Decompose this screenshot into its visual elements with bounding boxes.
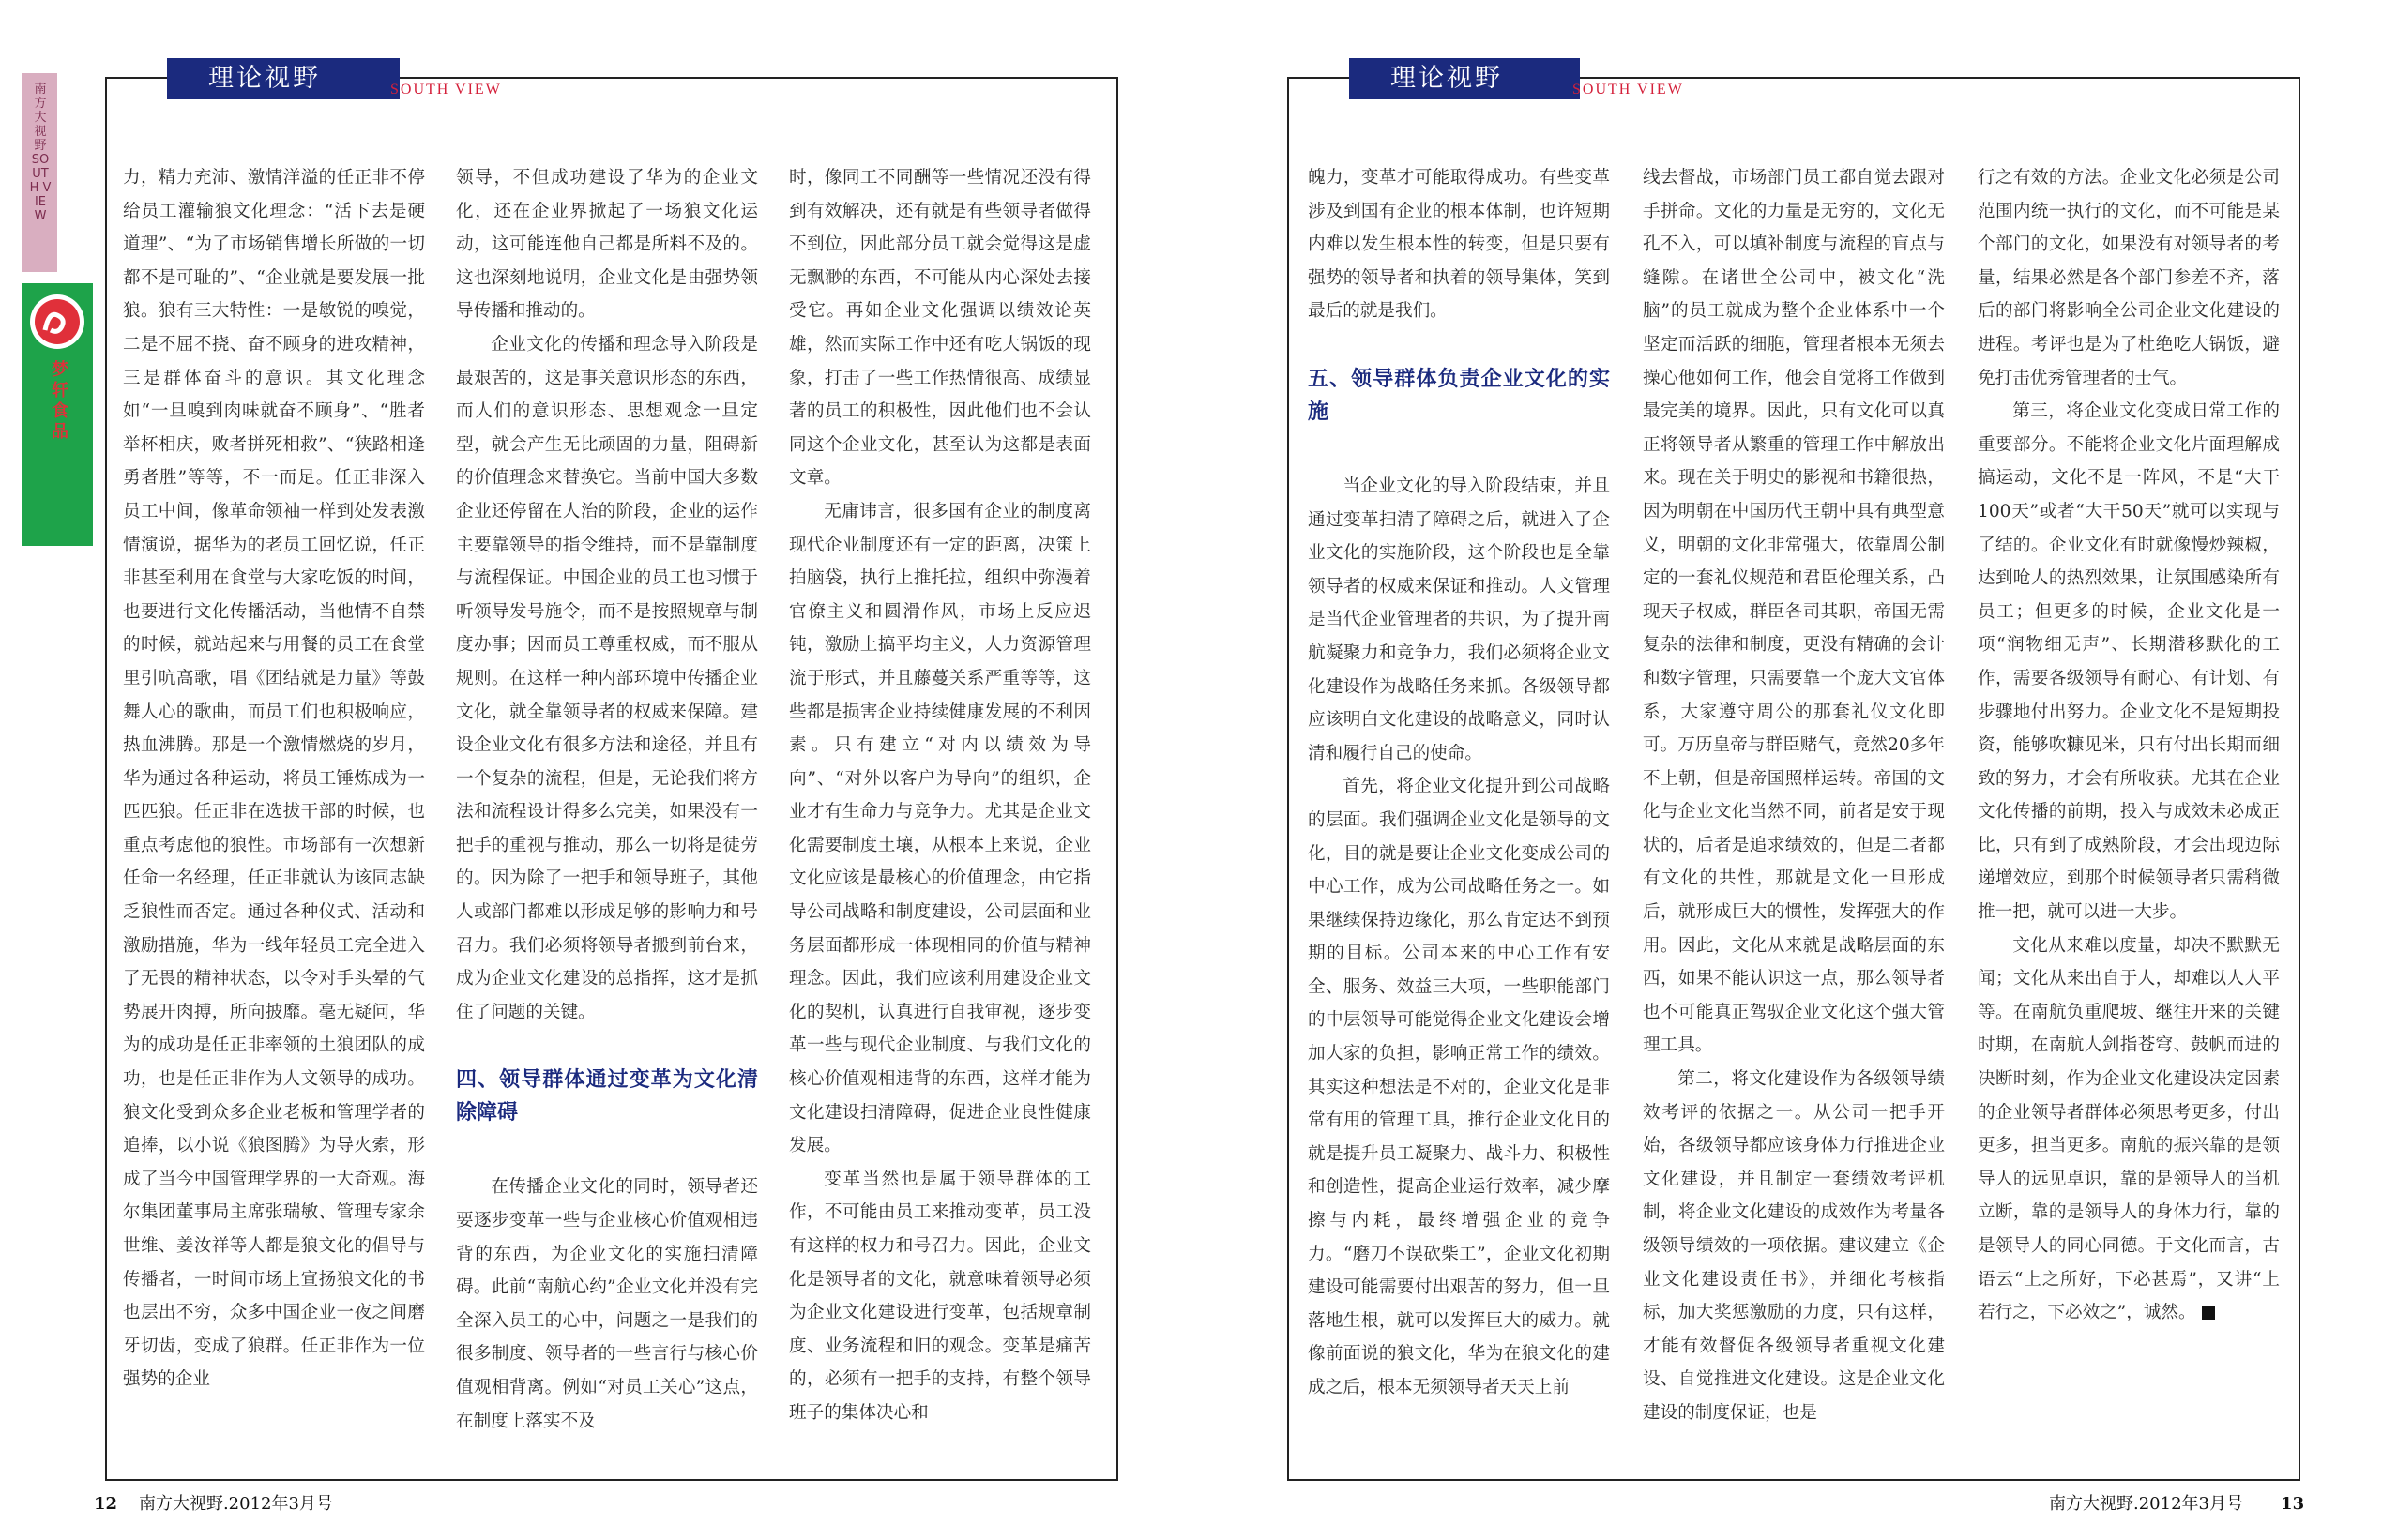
footer-issue-left: .2012年3月号 [222, 1494, 333, 1514]
paragraph: 无庸讳言，很多国有企业的制度离现代企业制度还有一定的距离，决策上拍脑袋，执行上推托拉，组织中弥漫着官僚主义和圆滑作风，市场上反应迟钝，激励上搞平均主义，人力资源管理流于形式，并且藤蔓关系严重等等，这些都是损害企业持续健康发展的不利因素。只有建立“对内以绩效为导向”、“对外以客户为导向”的组织，企业才有生命力与竞争力。尤其是企业文化需要制度土壤，从根本上来说，企业文化应该是最核心的价值理念，由它指导公司战略和制度建设，公司层面和业务层面都形成一体现相同的价值与精神理念。因此，我们应该利用建设企业文化的契机，认真进行自我审视，逐步变革一些与现代企业制度、与我们文化的核心价值观相违背的东西，这样才能为文化建设扫清障碍，促进企业良性健康发展。 [789, 501, 1091, 1156]
paragraph: 在传播企业文化的同时，领导者还要逐步变革一些与企业核心价值观相违背的东西，为企业文化的实施扫清障碍。此前“南航心约”企业文化并没有完全深入员工的心中，问题之一是我们的很多制度、领导者的一些言行与核心价值观相背离。例如“对员工关心”这点，在制度上落实不及 [456, 1177, 758, 1431]
section-subtitle-left: SOUTH VIEW [390, 82, 502, 98]
paragraph-text: 文化从来难以度量，却决不默默无闻；文化从来出自于人，却难以人人平等。在南航负重爬坡、继往开来的关键时期，在南航人剑指苍穹、鼓帆而进的决断时刻，作为企业文化建设决定因素的企业领导者群体必须思考更多，付出更多，担当更多。南航的振兴靠的是领导人的远见卓识，靠的是领导人的当机立断，靠的是领导人的身体力行，靠的是领导人的同心同德。于文化而言，古语云“上之所好，下必甚焉”，又讲“上若行之，下必效之”，诚然。 [1978, 935, 2280, 1323]
right-page-column-3 [1978, 161, 2280, 1330]
footer-issue-right: .2012年3月号 [2133, 1494, 2243, 1514]
paragraph: 当企业文化的导入阶段结束，并且通过变革扫清了障碍之后，就进入了企业文化的实施阶段，这个阶段也是全靠领导者的权威来保证和推动。人文管理是当代企业管理者的共识，为了提升南航凝聚力和竞争力，我们必须将企业文化建设作为战略任务来抓。各级领导都应该明白文化建设的战略意义，同时认清和履行自己的使命。 [1308, 476, 1610, 763]
paragraph: 第二，将文化建设作为各级领导绩效考评的依据之一。从公司一把手开始，各级领导都应该身体力行推进企业文化建设，并且制定一套绩效考评机制，将企业文化建设的成效作为考量各级领导绩效的一项依据。建议建立《企业文化建设责任书》，并细化考核指标，加大奖惩激励的力度，只有这样，才能有效督促各级领导者重视文化建设、自觉推进文化建设。这是企业文化建设的制度保证，也是 [1643, 1069, 1945, 1423]
footer-magazine-name-left: 南方大视野 [138, 1494, 223, 1514]
paragraph-final [1978, 929, 2280, 1330]
section-heading-5: 五、领导群体负责企业文化的实施 [1308, 367, 1610, 424]
paragraph: 企业文化的传播和理念导入阶段是最艰苦的，这是事关意识形态的东西，而人们的意识形态、思想观念一旦定型，就会产生无比顽固的力量，阻碍新的价值理念来替换它。当前中国大多数企业还停留在人治的阶段，企业的运作主要靠领导的指令维持，而不是靠制度与流程保证。中国企业的员工也习惯于听领导发号施令，而不是按照规章与制度办事；因而员工尊重权威，而不服从规则。在这样一种内部环境中传播企业文化，就全靠领导者的权威来保障。建设企业文化有很多方法和途径，并且有一个复杂的流程，但是，无论我们将方法和流程设计得多么完美，如果没有一把手的重视与推动，那么一切将是徒劳的。因为除了一把手和领导班子，其他人或部门都难以形成足够的影响力和号召力。我们必须将领导者搬到前台来，成为企业文化建设的总指挥，这才是抓住了问题的关键。 [456, 334, 758, 1022]
right-page-column-1 [1308, 161, 1610, 1405]
paragraph: 首先，将企业文化提升到公司战略的层面。我们强调企业文化是领导的文化，目的就是要让企业文化变成公司的中心工作，成为公司战略任务之一。如果继续保持边缘化，那么肯定达不到预期的目标。公司本来的中心工作有安全、服务、效益三大项，一些职能部门的中层领导可能觉得企业文化建设会增加大家的负担，影响正常工作的绩效。其实这种想法是不对的，企业文化是非常有用的管理工具，推行企业文化目的就是提升员工凝聚力、战斗力、积极性和创造性，提高企业运行效率，减少摩擦与内耗，最终增强企业的竞争力。“磨刀不误砍柴工”，企业文化初期建设可能需要付出艰苦的努力，但一旦落地生根，就可以发挥巨大的威力。就像前面说的狼文化，华为在狼文化的建成之后，根本无须领导者天天上前 [1308, 777, 1610, 1397]
right-page-column-2 [1643, 161, 1945, 1430]
paragraph: 第三，将企业文化变成日常工作的重要部分。不能将企业文化片面理解成搞运动，文化不是一阵风，不是“大干100天”或者“大干50天”就可以实现与了结的。企业文化有时就像慢炒辣椒，达到呛人的热烈效果，让氛围感染所有员工；但更多的时候，企业文化是一项“润物细无声”、长期潜移默化的工作，需要各级领导有耐心、有计划、有步骤地付出努力。企业文化不是短期投资，能够吹糠见米，只有付出长期而细致的努力，才会有所收获。尤其在企业文化传播的前期，投入与成效未必成正比，只有到了成熟阶段，才会出现边际递增效应，到那个时候领导者只需稍微推一把，就可以进一大步。 [1978, 401, 2280, 923]
section-title-right: 理论视野 [1349, 58, 1580, 99]
advertiser-logo-banner [22, 283, 93, 546]
paragraph: 力，精力充沛、激情洋溢的任正非不停给员工灌输狼文化理念：“活下去是硬道理”、“为了市场销售增长所做的一切都不是可耻的”、“企业就是要发展一批狼。狼有三大特性：一是敏锐的嗅觉，二是不屈不挠、奋不顾身的进攻精神，三是群体奋斗的意识。其文化理念如“一旦嗅到肉味就奋不顾身”、“胜者举杯相庆，败者拼死相救”、“狭路相逢勇者胜”等等，不一而足。任正非深入员工中间，像革命领袖一样到处发表激情演说，据华为的老员工回忆说，任正非甚至利用在食堂与大家吃饭的时间，也要进行文化传播活动，当他情不自禁的时候，就站起来与用餐的员工在食堂里引吭高歌，唱《团结就是力量》等鼓舞人心的歌曲，而员工们也积极响应，热血沸腾。那是一个激情燃烧的岁月，华为通过各种运动，将员工锤炼成为一匹匹狼。任正非在选拔干部的时候，也重点考虑他的狼性。市场部有一次想新任命一名经理，任正非就认为该同志缺乏狼性而否定。通过各种仪式、活动和激励措施，华为一线年轻员工完全进入了无畏的精神状态，以令对手头晕的气势展开肉搏，所向披靡。毫无疑问，华为的成功是任正非率领的土狼团队的成功，也是任正非作为人文领导的成功。狼文化受到众多企业老板和管理学者的追捧，以小说《狼图腾》为导火索，形成了当今中国管理学界的一大奇观。海尔集团董事局主席张瑞敏、管理专家余世维、姜汝祥等人都是狼文化的倡导与传播者，一时间市场上宣扬狼文化的书也层出不穷，众多中国企业一夜之间磨牙切齿，变成了狼群。任正非作为一位强势的企业 [123, 168, 425, 1390]
section-heading-4: 四、领导群体通过变革为文化清除障碍 [456, 1068, 758, 1125]
paragraph: 行之有效的方法。企业文化必须是公司范围内统一执行的文化，而不可能是某个部门的文化，如果没有对领导者的考量，结果必然是各个部门参差不齐，落后的部门将影响全公司企业文化建设的进程。考评也是为了杜绝吃大锅饭，避免打击优秀管理者的士气。 [1978, 168, 2280, 388]
end-of-article-mark-icon [2202, 1306, 2215, 1320]
page-number-left: 12 [94, 1494, 118, 1514]
section-subtitle-right: SOUTH VIEW [1572, 82, 1684, 98]
footer-magazine-name-right: 南方大视野 [2049, 1494, 2133, 1514]
footer-left [94, 1490, 333, 1515]
left-page-column-1 [123, 161, 425, 1397]
advertiser-logo-text: 梦轩食品 [52, 360, 68, 442]
footer-right [2049, 1490, 2304, 1515]
section-title-left: 理论视野 [167, 58, 400, 99]
magazine-side-strip-text: 南方大视野 SOUTH VIEW [29, 83, 52, 223]
paragraph: 魄力，变革才可能取得成功。有些变革涉及到国有企业的根本体制，也许短期内难以发生根本性的转变，但是只要有强势的领导者和执着的领导集体，笑到最后的就是我们。 [1308, 168, 1610, 322]
paragraph: 领导，不但成功建设了华为的企业文化，还在企业界掀起了一场狼文化运动，这可能连他自己都是所料不及的。这也深刻地说明，企业文化是由强势领导传播和推动的。 [456, 168, 758, 322]
paragraph: 变革当然也是属于领导群体的工作，不可能由员工来推动变革，员工没有这样的权力和号召力。因此，企业文化是领导者的文化，就意味着领导必须为企业文化建设进行变革，包括规章制度、业务流程和旧的观念。变革是痛苦的，必须有一把手的支持，有整个领导班子的集体决心和 [789, 1169, 1091, 1423]
paragraph: 线去督战，市场部门员工都自觉去跟对手拼命。文化的力量是无穷的，文化无孔不入，可以填补制度与流程的盲点与缝隙。在诸世全公司中，被文化“洗脑”的员工就成为整个企业体系中一个坚定而活跃的细胞，管理者根本无须去操心他如何工作，他会自觉将工作做到最完美的境界。因此，只有文化可以真正将领导者从繁重的管理工作中解放出来。现在关于明史的影视和书籍很热，因为明朝在中国历代王朝中具有典型意义，明朝的文化非常强大，依靠周公制定的一套礼仪规范和君臣伦理关系，凸现天子权威，群臣各司其职，帝国无需复杂的法律和制度，更没有精确的会计和数字管理，只需要靠一个庞大文官体系，大家遵守周公的那套礼仪文化即可。万历皇帝与群臣赌气，竟然20多年不上朝，但是帝国照样运转。帝国的文化与企业文化当然不同，前者是安于现状的，后者是追求绩效的，但是二者都有文化的共性，那就是文化一旦形成后，就形成巨大的惯性，发挥强大的作用。因此，文化从来就是战略层面的东西，如果不能认识这一点，那么领导者也不可能真正驾驭企业文化这个强大管理工具。 [1643, 168, 1945, 1056]
advertiser-logo-icon [28, 293, 86, 351]
paragraph: 时，像同工不同酬等一些情况还没有得到有效解决，还有就是有些领导者做得不到位，因此部分员工就会觉得这是虚无飘渺的东西，不可能从内心深处去接受它。再如企业文化强调以绩效论英雄，然而实际工作中还有吃大锅饭的现象，打击了一些工作热情很高、成绩显著的员工的积极性，因此他们也不会认同这个企业文化，甚至认为这都是表面文章。 [789, 168, 1091, 489]
left-page-column-2 [456, 161, 758, 1438]
page-number-right: 13 [2281, 1494, 2305, 1514]
left-page-column-3 [789, 161, 1091, 1430]
